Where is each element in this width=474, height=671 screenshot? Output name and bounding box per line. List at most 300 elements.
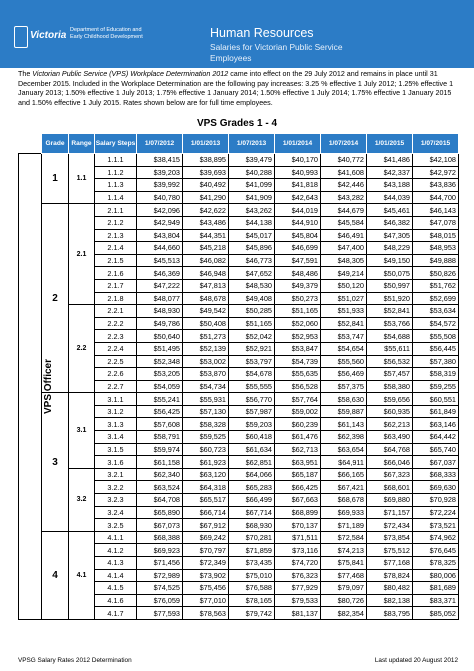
- salary-amount-cell: $75,010: [229, 569, 275, 582]
- salary-step-cell: 2.2.4: [95, 342, 137, 355]
- salary-amount-cell: $64,768: [367, 443, 413, 456]
- salary-step-cell: 1.1.3: [95, 179, 137, 192]
- header-date-6: 1/01/2015: [367, 134, 413, 154]
- salary-amount-cell: $65,890: [137, 506, 183, 519]
- salary-amount-cell: $52,699: [413, 292, 459, 305]
- salary-amount-cell: $40,772: [321, 154, 367, 167]
- salary-amount-cell: $63,146: [413, 418, 459, 431]
- salary-amount-cell: $51,165: [229, 317, 275, 330]
- salary-amount-cell: $49,786: [137, 317, 183, 330]
- salary-amount-cell: $80,482: [367, 582, 413, 595]
- salary-step-cell: 2.1.2: [95, 216, 137, 229]
- salary-amount-cell: $79,742: [229, 607, 275, 620]
- salary-step-cell: 4.1.5: [95, 582, 137, 595]
- salary-amount-cell: $59,203: [229, 418, 275, 431]
- salary-amount-cell: $73,521: [413, 519, 459, 532]
- salary-step-cell: 3.2.1: [95, 468, 137, 481]
- salary-amount-cell: $78,824: [367, 569, 413, 582]
- salary-amount-cell: $39,479: [229, 154, 275, 167]
- salary-amount-cell: $58,630: [321, 393, 367, 406]
- salary-amount-cell: $56,425: [137, 405, 183, 418]
- salary-amount-cell: $72,434: [367, 519, 413, 532]
- salary-amount-cell: $72,224: [413, 506, 459, 519]
- salary-amount-cell: $47,305: [367, 229, 413, 242]
- salary-amount-cell: $72,584: [321, 531, 367, 544]
- salary-amount-cell: $46,143: [413, 204, 459, 217]
- salary-amount-cell: $47,813: [183, 279, 229, 292]
- salary-amount-cell: $42,096: [137, 204, 183, 217]
- salary-step-cell: 2.1.1: [95, 204, 137, 217]
- salary-step-cell: 4.1.7: [95, 607, 137, 620]
- salary-amount-cell: $61,158: [137, 456, 183, 469]
- salary-amount-cell: $57,457: [367, 368, 413, 381]
- salary-amount-cell: $59,656: [367, 393, 413, 406]
- salary-amount-cell: $73,435: [229, 557, 275, 570]
- salary-amount-cell: $83,371: [413, 594, 459, 607]
- table-row: [19, 204, 459, 217]
- salary-amount-cell: $55,241: [137, 393, 183, 406]
- salary-step-cell: 3.1.6: [95, 456, 137, 469]
- grade-cell: 3: [42, 393, 69, 532]
- salary-amount-cell: $48,953: [413, 242, 459, 255]
- salary-amount-cell: $50,408: [183, 317, 229, 330]
- header-salary-steps: Salary Steps: [95, 134, 137, 154]
- salary-amount-cell: $53,870: [183, 368, 229, 381]
- salary-amount-cell: $46,082: [183, 254, 229, 267]
- vps-officer-cell: [19, 154, 55, 620]
- salary-amount-cell: $69,630: [413, 481, 459, 494]
- salary-amount-cell: $77,929: [275, 582, 321, 595]
- salary-amount-cell: $49,408: [229, 292, 275, 305]
- salary-amount-cell: $78,325: [413, 557, 459, 570]
- salary-amount-cell: $44,039: [367, 191, 413, 204]
- salary-amount-cell: $49,888: [413, 254, 459, 267]
- salary-amount-cell: $50,075: [367, 267, 413, 280]
- salary-amount-cell: $42,622: [183, 204, 229, 217]
- salary-amount-cell: $77,168: [367, 557, 413, 570]
- salary-amount-cell: $79,533: [275, 594, 321, 607]
- salary-amount-cell: $53,634: [413, 305, 459, 318]
- salary-amount-cell: $56,528: [275, 380, 321, 393]
- salary-amount-cell: $65,283: [229, 481, 275, 494]
- grade-cell: 2: [42, 204, 69, 393]
- salary-amount-cell: $69,242: [183, 531, 229, 544]
- salary-amount-cell: $58,319: [413, 368, 459, 381]
- salary-amount-cell: $62,213: [367, 418, 413, 431]
- salary-amount-cell: $74,962: [413, 531, 459, 544]
- salary-step-cell: 3.1.5: [95, 443, 137, 456]
- table-row: [19, 393, 459, 406]
- salary-amount-cell: $45,513: [137, 254, 183, 267]
- salary-amount-cell: $48,486: [275, 267, 321, 280]
- header-date-5: 1/07/2014: [321, 134, 367, 154]
- salary-amount-cell: $39,693: [183, 166, 229, 179]
- salary-amount-cell: $45,896: [229, 242, 275, 255]
- salary-amount-cell: $50,997: [367, 279, 413, 292]
- salary-amount-cell: $59,974: [137, 443, 183, 456]
- salary-amount-cell: $42,972: [413, 166, 459, 179]
- salary-amount-cell: $49,214: [321, 267, 367, 280]
- salary-amount-cell: $73,116: [275, 544, 321, 557]
- salary-amount-cell: $66,425: [275, 481, 321, 494]
- salary-amount-cell: $70,281: [229, 531, 275, 544]
- salary-amount-cell: $52,139: [183, 342, 229, 355]
- salary-amount-cell: $60,723: [183, 443, 229, 456]
- header-title: Human Resources: [210, 26, 314, 40]
- salary-amount-cell: $46,369: [137, 267, 183, 280]
- salary-amount-cell: $40,288: [229, 166, 275, 179]
- salary-amount-cell: $61,849: [413, 405, 459, 418]
- salary-amount-cell: $56,532: [367, 355, 413, 368]
- salary-amount-cell: $44,660: [137, 242, 183, 255]
- salary-amount-cell: $72,349: [183, 557, 229, 570]
- salary-amount-cell: $50,826: [413, 267, 459, 280]
- salary-amount-cell: $65,740: [413, 443, 459, 456]
- salary-amount-cell: $59,525: [183, 431, 229, 444]
- salary-amount-cell: $53,747: [321, 330, 367, 343]
- salary-amount-cell: $52,953: [275, 330, 321, 343]
- salary-step-cell: 1.1.4: [95, 191, 137, 204]
- salary-amount-cell: $46,948: [183, 267, 229, 280]
- salary-amount-cell: $70,928: [413, 494, 459, 507]
- salary-amount-cell: $44,910: [275, 216, 321, 229]
- salary-amount-cell: $49,150: [367, 254, 413, 267]
- salary-amount-cell: $64,911: [321, 456, 367, 469]
- salary-amount-cell: $41,486: [367, 154, 413, 167]
- salary-amount-cell: $56,469: [321, 368, 367, 381]
- salary-amount-cell: $44,019: [275, 204, 321, 217]
- salary-amount-cell: $56,445: [413, 342, 459, 355]
- salary-amount-cell: $52,348: [137, 355, 183, 368]
- salary-amount-cell: $68,601: [367, 481, 413, 494]
- salary-step-cell: 1.1.1: [95, 154, 137, 167]
- salary-amount-cell: $70,797: [183, 544, 229, 557]
- header-date-3: 1/07/2013: [229, 134, 275, 154]
- salary-amount-cell: $44,700: [413, 191, 459, 204]
- salary-amount-cell: $45,218: [183, 242, 229, 255]
- salary-amount-cell: $57,987: [229, 405, 275, 418]
- range-cell: 2.1: [69, 204, 95, 305]
- salary-amount-cell: $68,333: [413, 468, 459, 481]
- salary-amount-cell: $53,205: [137, 368, 183, 381]
- salary-amount-cell: $59,255: [413, 380, 459, 393]
- salary-amount-cell: $79,097: [321, 582, 367, 595]
- salary-amount-cell: $62,398: [321, 431, 367, 444]
- salary-step-cell: 3.2.2: [95, 481, 137, 494]
- salary-step-cell: 4.1.3: [95, 557, 137, 570]
- salary-amount-cell: $64,318: [183, 481, 229, 494]
- header-range: Range: [69, 134, 95, 154]
- salary-step-cell: 2.2.3: [95, 330, 137, 343]
- salary-amount-cell: $54,654: [321, 342, 367, 355]
- salary-amount-cell: $67,323: [367, 468, 413, 481]
- salary-table-body: [19, 154, 459, 620]
- range-cell: 2.2: [69, 305, 95, 393]
- salary-amount-cell: $63,951: [275, 456, 321, 469]
- salary-amount-cell: $51,165: [275, 305, 321, 318]
- salary-amount-cell: $80,006: [413, 569, 459, 582]
- salary-amount-cell: $41,290: [183, 191, 229, 204]
- salary-amount-cell: $52,060: [275, 317, 321, 330]
- salary-amount-cell: $58,328: [183, 418, 229, 431]
- salary-amount-cell: $57,380: [413, 355, 459, 368]
- salary-amount-cell: $50,273: [275, 292, 321, 305]
- salary-amount-cell: $69,923: [137, 544, 183, 557]
- salary-amount-cell: $43,262: [229, 204, 275, 217]
- header-date-4: 1/01/2014: [275, 134, 321, 154]
- salary-amount-cell: $47,591: [275, 254, 321, 267]
- salary-amount-cell: $48,530: [229, 279, 275, 292]
- header-grade: Grade: [42, 134, 69, 154]
- salary-amount-cell: $51,495: [137, 342, 183, 355]
- salary-amount-cell: $54,572: [413, 317, 459, 330]
- salary-amount-cell: $59,887: [321, 405, 367, 418]
- salary-amount-cell: $53,002: [183, 355, 229, 368]
- salary-amount-cell: $67,421: [321, 481, 367, 494]
- salary-amount-cell: $38,415: [137, 154, 183, 167]
- salary-amount-cell: $38,895: [183, 154, 229, 167]
- salary-amount-cell: $71,859: [229, 544, 275, 557]
- salary-amount-cell: $45,584: [321, 216, 367, 229]
- salary-amount-cell: $83,795: [367, 607, 413, 620]
- salary-amount-cell: $58,791: [137, 431, 183, 444]
- salary-step-cell: 4.1.1: [95, 531, 137, 544]
- salary-amount-cell: $53,766: [367, 317, 413, 330]
- salary-amount-cell: $76,059: [137, 594, 183, 607]
- salary-amount-cell: $55,555: [229, 380, 275, 393]
- salary-amount-cell: $57,764: [275, 393, 321, 406]
- salary-amount-cell: $51,920: [367, 292, 413, 305]
- salary-amount-cell: $73,902: [183, 569, 229, 582]
- salary-step-cell: 2.1.3: [95, 229, 137, 242]
- salary-amount-cell: $77,468: [321, 569, 367, 582]
- salary-amount-cell: $66,499: [229, 494, 275, 507]
- footer-left: VPSG Salary Rates 2012 Determination: [18, 657, 132, 664]
- salary-amount-cell: $60,935: [367, 405, 413, 418]
- salary-step-cell: 2.1.4: [95, 242, 137, 255]
- salary-amount-cell: $51,933: [321, 305, 367, 318]
- salary-step-cell: 4.1.6: [95, 594, 137, 607]
- salary-amount-cell: $54,678: [229, 368, 275, 381]
- salary-amount-cell: $66,165: [321, 468, 367, 481]
- salary-amount-cell: $82,354: [321, 607, 367, 620]
- salary-step-cell: 2.1.7: [95, 279, 137, 292]
- salary-amount-cell: $55,508: [413, 330, 459, 343]
- salary-amount-cell: $46,773: [229, 254, 275, 267]
- salary-amount-cell: $63,490: [367, 431, 413, 444]
- salary-step-cell: 2.2.1: [95, 305, 137, 318]
- salary-amount-cell: $47,078: [413, 216, 459, 229]
- table-row: [19, 531, 459, 544]
- salary-amount-cell: $47,222: [137, 279, 183, 292]
- salary-amount-cell: $46,382: [367, 216, 413, 229]
- salary-amount-cell: $67,714: [229, 506, 275, 519]
- range-cell: 1.1: [69, 154, 95, 204]
- salary-amount-cell: $50,285: [229, 305, 275, 318]
- salary-amount-cell: $43,836: [413, 179, 459, 192]
- salary-amount-cell: $40,170: [275, 154, 321, 167]
- salary-amount-cell: $46,699: [275, 242, 321, 255]
- salary-step-cell: 3.1.2: [95, 405, 137, 418]
- grade-cell: 4: [42, 531, 69, 619]
- salary-amount-cell: $66,046: [367, 456, 413, 469]
- salary-amount-cell: $46,491: [321, 229, 367, 242]
- salary-amount-cell: $80,726: [321, 594, 367, 607]
- salary-step-cell: 1.1.2: [95, 166, 137, 179]
- salary-amount-cell: $76,323: [275, 569, 321, 582]
- salary-amount-cell: $52,921: [229, 342, 275, 355]
- salary-amount-cell: $48,678: [183, 292, 229, 305]
- salary-amount-cell: $76,645: [413, 544, 459, 557]
- salary-amount-cell: $61,476: [275, 431, 321, 444]
- salary-amount-cell: $44,351: [183, 229, 229, 242]
- header-banner: [0, 0, 474, 68]
- table-row: [19, 154, 459, 167]
- salary-amount-cell: $55,611: [367, 342, 413, 355]
- salary-amount-cell: $64,442: [413, 431, 459, 444]
- salary-amount-cell: $42,446: [321, 179, 367, 192]
- salary-amount-cell: $48,930: [137, 305, 183, 318]
- salary-amount-cell: $76,588: [229, 582, 275, 595]
- table-header-row: [19, 134, 459, 154]
- vps-officer-label: VPS Officer: [43, 358, 55, 414]
- salary-amount-cell: $40,993: [275, 166, 321, 179]
- salary-amount-cell: $63,654: [321, 443, 367, 456]
- salary-amount-cell: $73,854: [367, 531, 413, 544]
- logo-emblem-icon: [14, 26, 28, 48]
- salary-amount-cell: $41,909: [229, 191, 275, 204]
- salary-amount-cell: $67,037: [413, 456, 459, 469]
- salary-amount-cell: $43,486: [183, 216, 229, 229]
- salary-amount-cell: $58,380: [367, 380, 413, 393]
- salary-step-cell: 2.2.5: [95, 355, 137, 368]
- salary-amount-cell: $43,804: [137, 229, 183, 242]
- salary-amount-cell: $52,841: [321, 317, 367, 330]
- salary-amount-cell: $61,143: [321, 418, 367, 431]
- salary-amount-cell: $68,899: [275, 506, 321, 519]
- salary-amount-cell: $50,640: [137, 330, 183, 343]
- salary-amount-cell: $67,073: [137, 519, 183, 532]
- salary-step-cell: 2.2.7: [95, 380, 137, 393]
- salary-amount-cell: $55,931: [183, 393, 229, 406]
- salary-amount-cell: $71,189: [321, 519, 367, 532]
- salary-amount-cell: $39,992: [137, 179, 183, 192]
- salary-amount-cell: $57,130: [183, 405, 229, 418]
- salary-step-cell: 2.1.8: [95, 292, 137, 305]
- salary-amount-cell: $68,388: [137, 531, 183, 544]
- range-cell: 3.1: [69, 393, 95, 469]
- table-row: [19, 468, 459, 481]
- salary-amount-cell: $64,708: [137, 494, 183, 507]
- salary-amount-cell: $74,525: [137, 582, 183, 595]
- salary-amount-cell: $54,734: [183, 380, 229, 393]
- salary-amount-cell: $62,851: [229, 456, 275, 469]
- intro-determination-name: Victorian Public Service (VPS) Workplace Determination 2012: [32, 70, 229, 78]
- salary-amount-cell: $60,551: [413, 393, 459, 406]
- salary-amount-cell: $77,010: [183, 594, 229, 607]
- salary-amount-cell: $41,099: [229, 179, 275, 192]
- salary-amount-cell: $74,213: [321, 544, 367, 557]
- salary-amount-cell: $47,400: [321, 242, 367, 255]
- salary-amount-cell: $49,379: [275, 279, 321, 292]
- salary-amount-cell: $67,912: [183, 519, 229, 532]
- salary-amount-cell: $70,137: [275, 519, 321, 532]
- salary-step-cell: 3.2.5: [95, 519, 137, 532]
- salary-amount-cell: $62,340: [137, 468, 183, 481]
- salary-amount-cell: $65,517: [183, 494, 229, 507]
- salary-amount-cell: $77,593: [137, 607, 183, 620]
- salary-step-cell: 2.1.5: [95, 254, 137, 267]
- salary-amount-cell: $61,634: [229, 443, 275, 456]
- footer-right: Last updated 20 August 2012: [374, 657, 458, 664]
- salary-amount-cell: $43,282: [321, 191, 367, 204]
- salary-amount-cell: $41,608: [321, 166, 367, 179]
- salary-amount-cell: $81,137: [275, 607, 321, 620]
- salary-amount-cell: $53,847: [275, 342, 321, 355]
- salary-amount-cell: $65,187: [275, 468, 321, 481]
- header-date-2: 1/01/2013: [183, 134, 229, 154]
- grade-cell: 1: [42, 154, 69, 204]
- salary-amount-cell: $40,492: [183, 179, 229, 192]
- salary-amount-cell: $48,229: [367, 242, 413, 255]
- salary-amount-cell: $62,713: [275, 443, 321, 456]
- salary-amount-cell: $75,456: [183, 582, 229, 595]
- table-row: [19, 305, 459, 318]
- salary-step-cell: 3.2.3: [95, 494, 137, 507]
- salary-amount-cell: $67,663: [275, 494, 321, 507]
- salary-amount-cell: $74,720: [275, 557, 321, 570]
- salary-amount-cell: $78,563: [183, 607, 229, 620]
- salary-amount-cell: $81,689: [413, 582, 459, 595]
- header-subtitle: Salaries for Victorian Public Service Employees: [210, 42, 343, 63]
- salary-amount-cell: $66,714: [183, 506, 229, 519]
- salary-amount-cell: $45,804: [275, 229, 321, 242]
- salary-amount-cell: $44,138: [229, 216, 275, 229]
- salary-amount-cell: $48,077: [137, 292, 183, 305]
- salary-amount-cell: $68,930: [229, 519, 275, 532]
- salary-amount-cell: $53,797: [229, 355, 275, 368]
- salary-amount-cell: $47,652: [229, 267, 275, 280]
- intro-paragraph: [18, 70, 458, 108]
- header-date-1: 1/07/2012: [137, 134, 183, 154]
- salary-amount-cell: $59,002: [275, 405, 321, 418]
- salary-step-cell: 2.2.6: [95, 368, 137, 381]
- salary-amount-cell: $85,052: [413, 607, 459, 620]
- range-cell: 3.2: [69, 468, 95, 531]
- salary-amount-cell: $51,273: [183, 330, 229, 343]
- salary-amount-cell: $42,643: [275, 191, 321, 204]
- logo-victoria-text: Victoria: [30, 30, 67, 41]
- salary-step-cell: 3.2.4: [95, 506, 137, 519]
- salary-amount-cell: $52,042: [229, 330, 275, 343]
- salary-amount-cell: $50,120: [321, 279, 367, 292]
- salary-amount-cell: $64,066: [229, 468, 275, 481]
- salary-amount-cell: $55,635: [275, 368, 321, 381]
- header-spacer: [19, 134, 42, 154]
- grades-title: VPS Grades 1 - 4: [196, 118, 278, 129]
- salary-amount-cell: $49,542: [183, 305, 229, 318]
- salary-amount-cell: $71,456: [137, 557, 183, 570]
- salary-step-cell: 3.1.1: [95, 393, 137, 406]
- salary-table: [18, 133, 459, 620]
- salary-amount-cell: $43,188: [367, 179, 413, 192]
- salary-amount-cell: $72,989: [137, 569, 183, 582]
- salary-amount-cell: $44,679: [321, 204, 367, 217]
- salary-step-cell: 2.2.2: [95, 317, 137, 330]
- salary-amount-cell: $61,923: [183, 456, 229, 469]
- salary-amount-cell: $41,818: [275, 179, 321, 192]
- salary-amount-cell: $52,841: [367, 305, 413, 318]
